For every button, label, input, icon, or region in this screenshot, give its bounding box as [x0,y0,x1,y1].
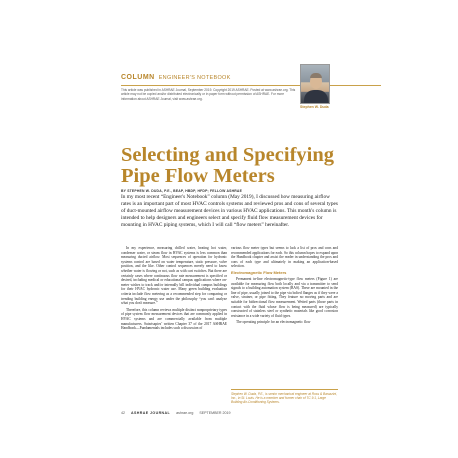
left-column [121,246,227,333]
column-header [121,74,381,84]
page-footer [121,411,341,415]
journal-name: ASHRAE JOURNAL [131,411,171,415]
right-column [231,246,338,327]
left-paragraph-1: In my experience, measuring chilled water, heating hot water, condenser water, or steam flow in HVAC systems is less common than measuring ducted airflow. Most sequences of operation for hydronic systems control are based on water temperature, static pressure, valve position, and the like. Other control sequences merely need to know whether water is flowing or not, such as with cart switches. But there are certainly cases where continuous flow rate measurement is specified or desired, including medical or educational campus applications where on-meter wishes to track and/or internally bill individual campus buildings for their HVAC hydronic water use. Many green building evaluation criteria include flow metering as a recommended step for comparing or trending building energy use under the philosophy “you can't analyze what you don't measure.” [121,246,227,306]
right-paragraph-2: Permanent in-line electromagnetic-type flow meters (Figure 1) are available for measuring flow both locally and via a transmitter to send signals to a building automation system (BAS). These are mounted in the line of pipe, usually joined to the pipe via bolted flanges as if they were a valve, strainer, or pipe fitting. They feature no moving parts and are suitable for bidirectional flow measurement. Wetted parts (those parts in contact with the fluid whose flow is being measured) are typically constructed of stainless steel or synthetic materials like good corrosion resistance in a wide variety of fluid types. [231,277,338,318]
author-photo [300,64,330,104]
article-intro: In my most recent “Engineer's Notebook” column (May 2019), I discussed how measuring airflow rates is an important part of most HVAC controls systems and reviewed pros and cons of several types of duct-mounted airflow measurement devices in various HVAC applications. This month's column is intended to help designers and engineers select and specify fluid flow measurement devices for mounting in HVAC piping systems, which I will call “flow meters” hereinafter. [121,194,338,228]
section-subhead: Electromagnetic Flow Meters [231,269,287,275]
right-paragraph-3: The operating principle for an electromagnetic flow [236,320,311,325]
left-paragraph-2: Therefore, this column reviews multiple distinct nonproprietary types of pipe system flow measurement devices that are commonly applied in HVAC systems and are commercially available from multiple manufacturers. Sutsrisapies’ written Chapter 37 of the 2017 ASHRAE Handbook—Fundamentals includes such a discussion of [121,307,227,331]
column-tag: COLUMN [121,74,155,81]
article-byline: BY STEPHEN W. DUDA, P.E., BEAP, HBDP, HFDP; FELLOW ASHRAE [121,189,243,193]
copyright-notice: This article was published in ASHRAE Journal, September 2019. Copyright 2019 ASHRAE. Posted at www.ashrae.org. This article may not be copied and/or distributed electronically or in paper form without permission of ASHRAE. For more information about ASHRAE Journal, visit www.ashrae.org. [121,88,296,101]
journal-issue: SEPTEMBER 2019 [199,411,231,415]
author-photo-caption: Stephen W. Duda [300,105,329,109]
photo-body-shape [304,90,328,104]
article-title: Selecting and Specifying Pipe Flow Meters [121,144,334,187]
page-number: 42 [121,411,125,415]
right-paragraph-1: various flow meter types but seems to lack a list of pros and cons and recommended applications for each. So this column hopes to expand upon the Handbook chapter and assist the reader in understanding the pros and cons of each type and ultimately in making an application-based selection. [231,246,338,269]
author-bio: Stephen W. Duda, P.E., is senior mechanical engineer at Ross & Baruzzini, Inc., in St. Louis. He is a member and former chair of TC 9.1, Large Building Air-Conditioning Systems. [231,389,338,405]
photo-hair-shape [310,73,322,78]
column-name: ENGINEER'S NOTEBOOK [158,75,231,81]
header-rule [121,85,381,86]
journal-site: ashrae.org [176,411,194,415]
